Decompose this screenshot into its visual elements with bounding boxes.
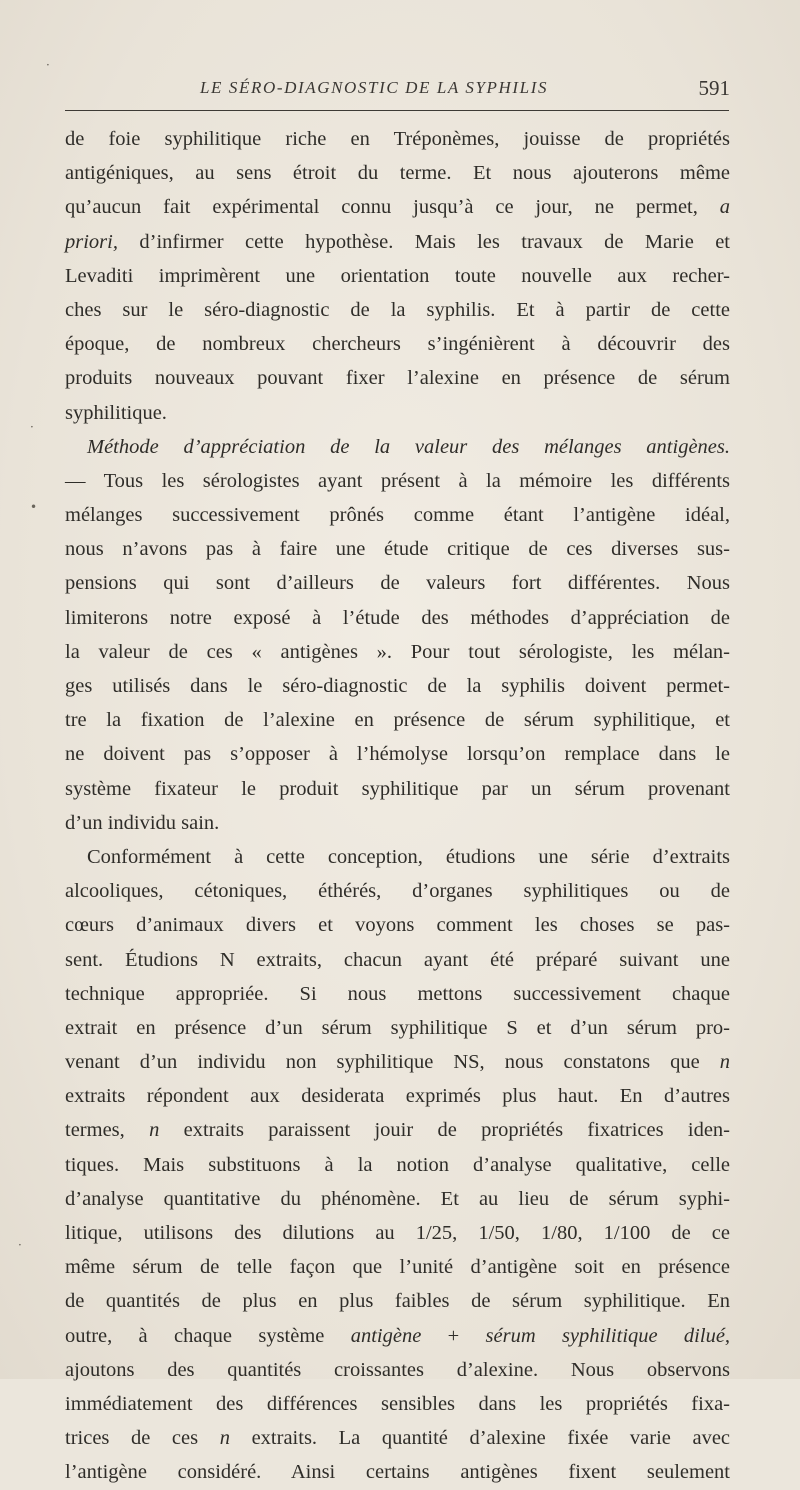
text-line: ges utilisés dans le séro-diagnostic de la syphilis doivent permet- <box>65 675 730 697</box>
text-line: système fixateur le produit syphilitique par un sérum provenant <box>65 777 730 800</box>
italic-variable: n <box>149 1119 160 1142</box>
text-line: ajoutons des quantités croissantes d’alexine. Nous observons <box>65 1358 730 1381</box>
text-line: Levaditi imprimèrent une orientation toute nouvelle aux recher- <box>65 264 730 287</box>
text-line: ne doivent pas s’opposer à l’hémolyse lorsqu’on remplace dans le <box>65 743 730 766</box>
speck: · <box>18 1238 22 1252</box>
text-line: priori, d’infirmer cette hypothèse. Mais les travaux de Marie et <box>65 230 730 253</box>
page-number: 591 <box>698 76 730 100</box>
text-line: outre, à chaque système antigène + sérum syphilitique dilué, <box>65 1324 731 1347</box>
italic-term: sérum syphilitique dilué, <box>485 1324 731 1347</box>
italic-word: priori, <box>65 230 118 253</box>
text-line: tre la fixation de l’alexine en présence de sérum syphilitique, et <box>65 709 730 732</box>
body-text <box>65 122 730 1490</box>
text-line: syphilitique. <box>65 401 167 424</box>
text-line: produits nouveaux pouvant fixer l’alexine en présence de sérum <box>65 367 730 390</box>
section-heading: Méthode d’appréciation de la valeur des mélanges antigènes. <box>87 435 730 458</box>
text-line: cœurs d’animaux divers et voyons comment les choses se pas- <box>65 914 730 937</box>
text-line: époque, de nombreux chercheurs s’ingénièrent à découvrir des <box>65 333 730 356</box>
speck: · <box>46 58 50 72</box>
text-line: Conformément à cette conception, étudions une série d’extraits <box>87 845 730 868</box>
text-line: d’un individu sain. <box>65 811 220 834</box>
text-line: technique appropriée. Si nous mettons successivement chaque <box>65 982 730 1005</box>
page-header <box>65 76 730 104</box>
text-line: l’antigène considéré. Ainsi certains antigènes fixent seulement <box>65 1461 730 1484</box>
text-line: trices de ces n extraits. La quantité d’alexine fixée varie avec <box>65 1427 731 1450</box>
text-line: mélanges successivement prônés comme étant l’antigène idéal, <box>65 504 730 527</box>
text-line: pensions qui sont d’ailleurs de valeurs fort différentes. Nous <box>65 572 730 595</box>
text-line: d’analyse quantitative du phénomène. Et au lieu de sérum syphi- <box>65 1187 730 1210</box>
text-line: litique, utilisons des dilutions au 1/25, 1/50, 1/80, 1/100 de ce <box>65 1222 730 1244</box>
text-line: limiterons notre exposé à l’étude des méthodes d’appréciation de <box>65 606 730 629</box>
running-head: LE SÉRO-DIAGNOSTIC DE LA SYPHILIS <box>200 78 549 97</box>
header-rule <box>65 110 729 111</box>
italic-word: a <box>719 196 730 219</box>
text-line: extrait en présence d’un sérum syphilitique S et d’un sérum pro- <box>65 1016 730 1039</box>
text-line: ches sur le séro-diagnostic de la syphilis. Et à partir de cette <box>65 298 730 321</box>
text-line: termes, n extraits paraissent jouir de propriétés fixatrices iden- <box>65 1119 731 1142</box>
speck: · <box>30 420 34 434</box>
text-line: de foie syphilitique riche en Tréponèmes, jouisse de propriétés <box>65 128 730 150</box>
text-line: de quantités de plus en plus faibles de sérum syphilitique. En <box>65 1290 730 1313</box>
italic-term: antigène <box>350 1324 422 1347</box>
text-line: tiques. Mais substituons à la notion d’analyse qualitative, celle <box>65 1153 730 1176</box>
text-line: même sérum de telle façon que l’unité d’antigène soit en présence <box>65 1256 730 1279</box>
text-line: extraits répondent aux desiderata exprimés plus haut. En d’autres <box>65 1085 730 1108</box>
text-line: alcooliques, cétoniques, éthérés, d’organes syphilitiques ou de <box>65 880 730 903</box>
text-line: antigéniques, au sens étroit du terme. Et nous ajouterons même <box>65 162 730 185</box>
text-line: nous n’avons pas à faire une étude critique de ces diverses sus- <box>65 538 730 561</box>
text-line: — Tous les sérologistes ayant présent à la mémoire les différents <box>65 469 730 492</box>
text-line: la valeur de ces « antigènes ». Pour tout sérologiste, les mélan- <box>65 640 730 663</box>
italic-variable: n <box>219 1427 230 1450</box>
speck: • <box>30 500 38 514</box>
text-line: qu’aucun fait expérimental connu jusqu’à ce jour, ne permet, a <box>65 196 730 219</box>
italic-variable: n <box>719 1051 730 1074</box>
text-line: sent. Étudions N extraits, chacun ayant été préparé suivant une <box>65 948 730 971</box>
text-line: immédiatement des différences sensibles dans les propriétés fixa- <box>65 1392 730 1415</box>
text-line: venant d’un individu non syphilitique NS, nous constatons que n <box>65 1051 730 1074</box>
